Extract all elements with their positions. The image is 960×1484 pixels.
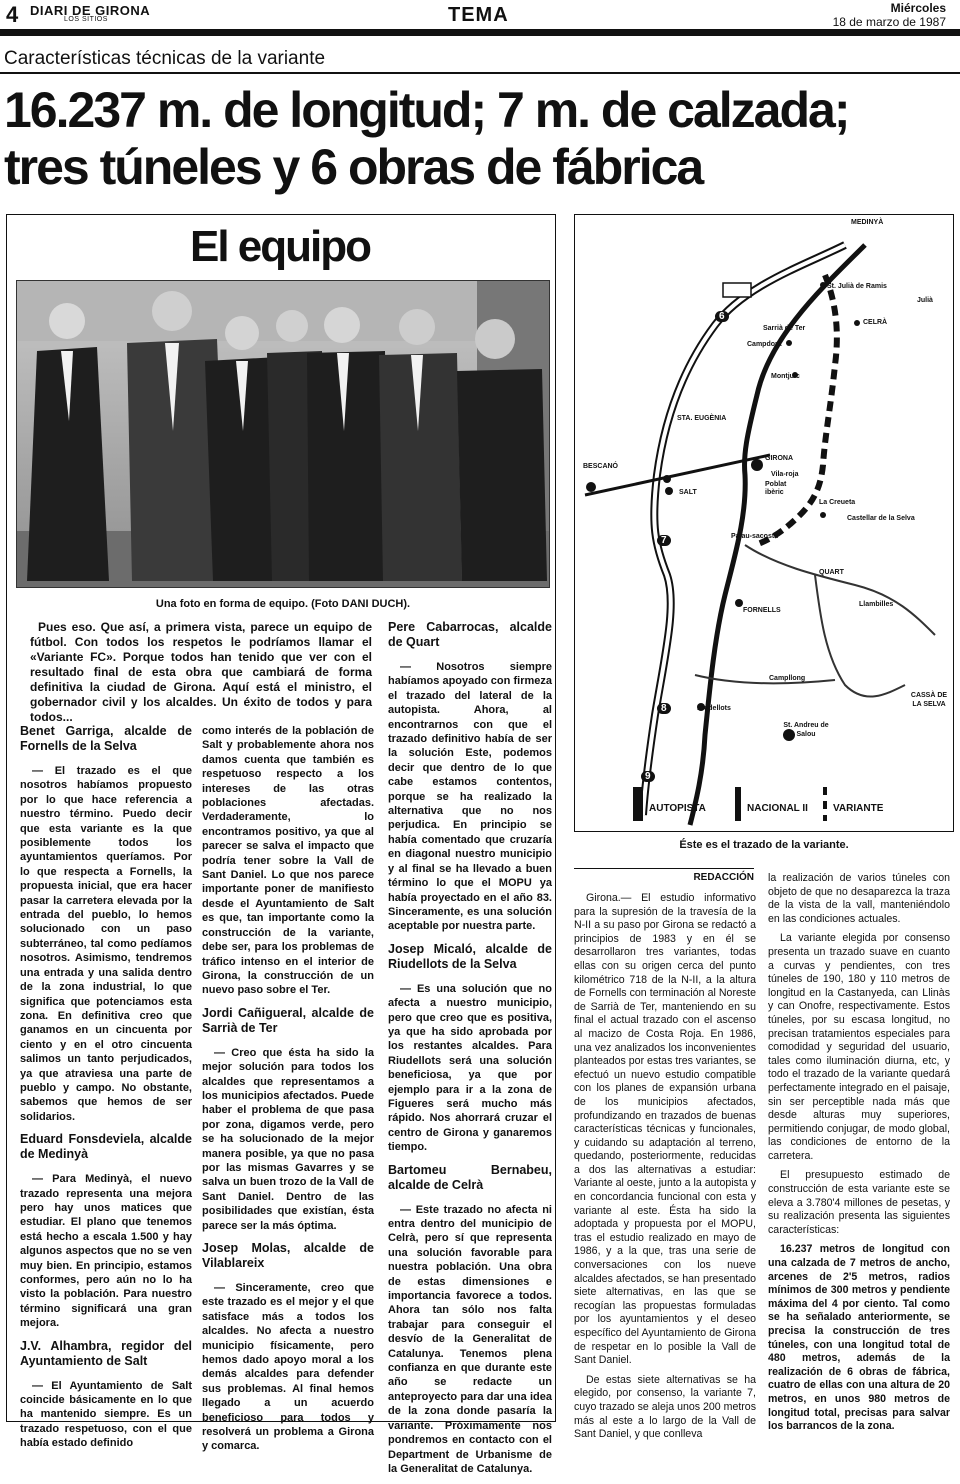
publication-name: DIARI DE GIRONA: [30, 3, 151, 18]
article-paragraph: De estas siete alternativas se ha elegido, por consenso, la variante 7, cuyo trazado se aleja unos 200 metros más al este a lo largo de la Vall de Sant Daniel, y que conlleva: [574, 1373, 756, 1441]
publication-subtitle: LOS SITIOS: [64, 16, 108, 23]
article-signature: REDACCIÓN: [693, 872, 754, 883]
box-title: El equipo: [190, 222, 370, 271]
map-label-celra: CELRÀ: [863, 319, 888, 326]
map-label-montjuic: Montjuïc: [771, 373, 800, 380]
interview-text: — Este trazado no afecta ni entra dentro del municipio de Celrà, pero sí que representa una solución favorable para nuestra población. Una obra de estas dimensiones e importancia favorece a todos. Ahora tan sólo nos falta trabajar para conseguir el desvío de la Generalitat de Catalunya. Tenemos plena confianza en que durante este año se redacte un anteproyecto para dar una idea de la zona donde pasaría la variante. Próximamente nos pondremos en contacto con el Department de Urbanisme de la Generalitat de Catalunya.: [388, 1203, 552, 1475]
interview-text: — Creo que ésta ha sido la mejor solución para todos los alcaldes que representamos a los municipios afectados. Puede haber el problema de que pasa por zona, digamos verde, pero se ha solucionado de la mejor manera posible, ya que no pasa por las mismas Gavarres y se salva un buen trozo de la Vall de Sant Daniel. Dentro de las posibilidades que existían, ésta parece ser la más óptima.: [202, 1046, 374, 1232]
road-marker-9: 9: [641, 771, 655, 782]
interview-text: — Para Medinyà, el nuevo trazado representa una mejora pero hay unos matices que estudiar. El plano que tenemos está hecho a escala 1.500 y hay algunos aspectos que no se ven muy bien. En principio, estamos conformes, pero aún no lo ha visto la población. Para nuestro término significará una gran mejora.: [20, 1173, 192, 1330]
section-name: TEMA: [448, 4, 509, 26]
article-rule: [574, 868, 754, 869]
interview-text: — El trazado es el que nosotros habíamos propuesto por lo que hace referencia a nuestro término. Puedo decir que esta variante es la que posiblemente todos los ayuntamientos queríamos. Por lo que respecta a Fornells, la propuesta inicial, que era hacer pasar la carretera elevada por la entrada del pueblo, lo hemos solucionado con un paso subterráneo, tal como pedíamos nosotros. Asimismo, tendremos una entrada y una salida dentro de la zona industrial, lo que significa que potenciamos esta zona. En definitiva creo que ganamos en un cincuenta por ciento y en el otro cincuenta salimos un tanto perjudicados, ya que atraviesa una parte de pueblo y campo. No obstante, sabemos que hemos de ser solidarios.: [20, 765, 192, 1123]
map-label-poblat-iberic: Poblat ibèric: [765, 481, 787, 496]
map-label-riudellots: Riudellots: [697, 705, 731, 712]
map-label-cassa: CASSÀ DE LA SELVA: [910, 692, 948, 708]
interview-text: — Sinceramente, creo que este trazado es el mejor y el que satisface más a todos los alcaldes. No afecta a nuestro municipio físicamente, pero hemos dado apoyo moral a los demás alcaldes para defender sus problemas. Al final hemos llegado a un acuerdo beneficioso para todos y resolverá un problema a Girona y comarca.: [202, 1282, 374, 1453]
map-label-la-creueta: La Creueta: [819, 499, 856, 506]
article-paragraph: La variante elegida por consenso presenta un trazado suave en cuanto a curvas y pendientes, con tres túneles de 190, 180 y 110 metros de longitud en la Castanyeda, can Llinàs y can Onofre, respectivamente. Estos túneles, por su escasa longitud, no precisan tratamientos especiales para comodidad y seguridad del usuario, tales como iluminación diurna, etc, y todo el trazado de la variante quedará perfectamente integrado en el paisaje, sin ser perceptible nada más que desde alturas muy superiores, permitiendo conjugar, de modo global, las condiciones de entorno de la carretera.: [768, 932, 950, 1162]
kicker: Características técnicas de la variante: [4, 48, 326, 69]
headline-line-2: tres túneles y 6 obras de fábrica: [4, 139, 703, 195]
route-map: [574, 214, 954, 832]
interview-heading: Josep Molas, alcalde de Vilablareix: [202, 1241, 374, 1270]
legend-autopista: AUTOPISTA: [649, 803, 706, 814]
road-marker-8: 8: [657, 703, 671, 714]
kicker-rule: [0, 72, 960, 74]
team-photo-image: [17, 281, 550, 588]
map-label-st-andreu: St. Andreu de Salou: [783, 722, 829, 738]
article-paragraph: la realización de varios túneles con objeto de que no desaparezca la traza de la vista de la vall, manteniéndolo en las condiciones actuales.: [768, 872, 950, 925]
road-marker-7: 7: [657, 535, 671, 546]
weekday: Miércoles: [890, 1, 946, 15]
issue-date: 18 de marzo de 1987: [832, 15, 946, 29]
map-label-medinya: MEDINYÀ: [851, 219, 884, 226]
article-column-1: [574, 892, 756, 1448]
box-column-3: [388, 620, 552, 1484]
legend-nacional: NACIONAL II: [747, 803, 808, 814]
interview-heading: Eduard Fonsdeviela, alcalde de Medinyà: [20, 1132, 192, 1162]
route-map-drawing: [575, 215, 954, 832]
map-label-sarria: Sarrià de Ter: [763, 325, 806, 332]
map-label-llambilles: Llambilles: [859, 601, 894, 608]
interview-text: — El Ayuntamiento de Salt coincide básicamente en lo que ha mantenido siempre. Es un trazado respetuoso, con el que había estado definido: [20, 1379, 192, 1450]
map-label-palau: Palau-sacosta: [731, 533, 779, 540]
legend-variante: VARIANTE: [833, 803, 884, 814]
road-marker-6: 6: [715, 311, 729, 322]
interview-heading: Benet Garriga, alcalde de Fornells de la Selva: [20, 724, 192, 753]
map-label-fornells: FORNELLS: [743, 607, 781, 614]
interview-text: — Es una solución que no afecta a nuestro municipio, pero que creo que es positiva, ya que ha sido aprobada por los restantes alcaldes. Para Riudellots será una solución beneficiosa, ya que por ejemplo para ir a la zona de Figueres será mucho más rápido. Nos ahorrará cruzar el centro de Girona y ganaremos tiempo.: [388, 982, 552, 1154]
interview-heading: Bartomeu Bernabeu, alcalde de Celrà: [388, 1162, 552, 1192]
map-label-vila-roja: Vila-roja: [771, 471, 799, 478]
map-label-sta-eugenia: STA. EUGÈNIA: [677, 415, 727, 422]
page-number: 4: [6, 2, 19, 27]
article-paragraph: El presupuesto estimado de construcción de esta variante este se eleva a 3.780'4 millones de pesetas, y su realización presenta las siguientes características:: [768, 1169, 950, 1236]
map-label-bescano: BESCANÓ: [583, 463, 619, 470]
headline: [4, 82, 954, 196]
article-paragraph: Girona.— El estudio informativo para la supresión de la travesía de la N-II a su paso por Girona se redactó a principios de 1983 y en él se desarrollaron tres variantes, todas ellas con su origen cerca del punto kilométrico 718 de la N-II, a la altura de Fornells con terminación al Noreste de Sarrià de Ter, manteniendo en su final el actual trazado con el ascenso al macizo de Costa Roja. En 1986, una vez analizados los inconvenientes planteados por estas tres variantes, se efectuó un nuevo estudio compatible con los planes de expansión urbana de los municipios afectados, profundizando en trazados de buenas características técnicas y funcionales, y cuidando su adaptación al terreno, quedando, posteriormente, reducidas a dos las alternativas a estudiar: Variante al oeste, junto a la autopista y en concordancia funcional con esta y variante al este. Ésta ha sido la adoptada y propuesta por el MOPU, tras el estudio realizado en mayo de 1986, y a la que, tras una serie de conversaciones con los nueve alcaldes afectados, se han presentado siete alternativas, en las que se recogían las propuestas formuladas por los ayuntamientos y el deseo específico del Ayuntamiento de Girona de respetar en lo posible la Vall de Sant Daniel.: [574, 892, 756, 1367]
photo-caption: Una foto en forma de equipo. (Foto DANI DUCH).: [155, 598, 411, 610]
team-photo: [16, 280, 550, 588]
map-label-girona: GIRONA: [765, 455, 793, 462]
map-label-campdora: Campdorà: [747, 341, 782, 348]
article-column-2: [768, 872, 950, 1440]
box-intro: Pues eso. Que así, a primera vista, parece un equipo de fútbol. Con todos los respetos le podríamos llamar el «Variante FC». Porque todos han tenido que ver con el resultado final de esta obra que cambiará de forma definitiva la ciudad de Girona. Aquí está el ministro, el gobernador civil y los alcaldes. Un éxito de todos y para todos...: [30, 620, 372, 724]
interview-text: — Nosotros siempre habíamos apoyado con firmeza el trazado del lateral de la autopista. Ahora, al encontrarnos con que el trazado definitivo había de ser la solución Este, podemos decir que dentro de lo que cabe estamos contentos, porque se ha realizado la alternativa que no nos perjudica. En principio se había comentado que cruzaría en diagonal nuestro municipio y al final se ha llevado a buen término lo que el MOPU ya había proyectado en el año 83. Sinceramente, es una solución aceptable por nuestra parte.: [388, 661, 552, 933]
interview-heading: Pere Cabarrocas, alcalde de Quart: [388, 620, 552, 649]
interview-text: como interés de la población de Salt y probablemente ahora nos damos cuenta que también es respetuoso respecto a los intereses de las otras poblaciones afectadas. Verdaderamente, lo encontramos positivo, ya que al parecer se salva el impacto que podría tener sobre la Vall de Sant Daniel. Lo que nos parece importante poner de manifiesto desde el Ayuntamiento de Salt es que, tan importante como la construcción de la variante, debe ser, para los problemas de tráfico intenso en el interior de Girona, la construcción de un nuevo paso sobre el Ter.: [202, 725, 374, 997]
map-label-st-julia: St. Julià de Ramis: [827, 283, 887, 290]
box-column-1: [20, 724, 192, 1459]
map-caption: Éste es el trazado de la variante.: [679, 839, 849, 851]
interview-heading: Josep Micaló, alcalde de Riudellots de la Selva: [388, 941, 552, 971]
box-column-2: [202, 724, 374, 1462]
map-label-jula: Julià: [917, 297, 933, 304]
map-label-campllong: Campllong: [769, 675, 806, 682]
interview-heading: J.V. Alhambra, regidor del Ayuntamiento de Salt: [20, 1338, 192, 1368]
headline-line-1: 16.237 m. de longitud; 7 m. de calzada;: [4, 82, 849, 138]
map-label-salt: SALT: [679, 489, 697, 496]
map-label-quart: QUART: [819, 569, 844, 576]
article-paragraph: 16.237 metros de longitud con una calzada de 7 metros de ancho, arcenes de 2'5 metros, radios mínimos de 300 metros y pendiente máxima del 4 por ciento. Tal como se ha señalado anteriormente, se precisa la construcción de tres túneles, con una longitud total de 480 metros, además de la realización de 6 obras de fábrica, cuatro de ellas con una altura de 20 metros, en unos 980 metros de longitud total, precisas para salvar los barrancos de la zona.: [768, 1243, 950, 1433]
interview-heading: Jordi Cañigueral, alcalde de Sarrià de Ter: [202, 1005, 374, 1035]
header-rule: [0, 29, 960, 36]
map-label-castellar: Castellar de la Selva: [847, 515, 915, 522]
